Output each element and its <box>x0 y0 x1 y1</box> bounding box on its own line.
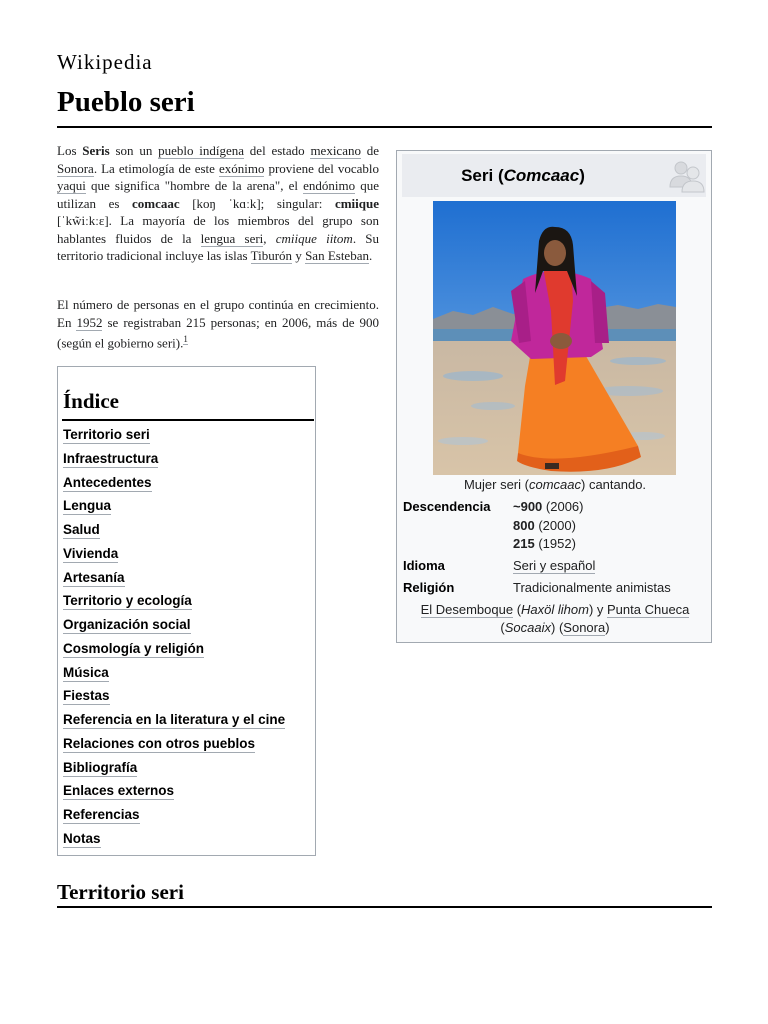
toc-item[interactable]: Bibliografía <box>63 759 138 775</box>
toc-item[interactable]: Organización social <box>63 617 191 632</box>
link-mexicano[interactable]: mexicano <box>310 143 361 158</box>
toc-item[interactable]: Cosmología y religión <box>63 640 205 656</box>
lead-paragraph: Los Seris son un pueblo indígena del estado mexicano de Sonora. La etimología de este exónimo proviene del vocablo yaqui que significa "hombre de la arena", el endónimo que utilizan es comcaac [koŋ ˈkɑːk]; singular: cmiique [ˈkw̃iːkːɛ]. La mayoría de los miembros del grupo son hablantes fluidos de la lengua seri, cmiique iitom. Su territorio tradicional incluye las islas Tiburón y San Esteban. <box>57 143 380 263</box>
infobox-header <box>402 154 706 197</box>
link-1952[interactable]: 1952 <box>76 314 103 330</box>
photo-caption: Mujer seri (comcaac) cantando. <box>463 477 647 492</box>
toc-title: Índice <box>63 389 120 413</box>
toc-item[interactable]: Territorio y ecología <box>63 593 192 609</box>
toc-item[interactable]: Vivienda <box>63 545 119 561</box>
toc-item[interactable]: Referencia en la literatura y el cine <box>63 712 286 727</box>
link-lengua-seri[interactable]: lengua seri <box>200 230 264 246</box>
idioma-label: Idioma <box>403 558 445 573</box>
toc-item[interactable]: Referencias <box>63 807 140 822</box>
link-exonimo[interactable]: exónimo <box>218 160 265 176</box>
descendencia-1952: 215 (1952) <box>513 536 576 551</box>
toc-item[interactable]: Salud <box>63 522 100 537</box>
link-yaqui[interactable]: yaqui <box>57 178 86 193</box>
toc-item[interactable]: Música <box>63 664 109 680</box>
descendencia-label: Descendencia <box>403 499 491 514</box>
page-title: Pueblo seri <box>57 86 195 118</box>
religion-value: Tradicionalmente animistas <box>513 580 671 595</box>
term-comcaac: comcaac <box>132 195 180 211</box>
toc-item[interactable]: Antecedentes <box>63 474 152 490</box>
toc-item[interactable]: Artesanía <box>63 569 125 585</box>
toc-divider <box>62 419 314 421</box>
term-cmiique-iitom: cmiique iitom <box>275 230 353 246</box>
link-el-desemboque[interactable]: El Desemboque <box>420 602 514 617</box>
toc-item[interactable]: Enlaces externos <box>63 783 175 799</box>
infobox <box>396 150 712 643</box>
toc-item[interactable]: Fiestas <box>63 688 110 704</box>
link-pueblo-indigena[interactable]: pueblo indígena <box>158 143 245 158</box>
infobox-footer-line2: (Socaaix) (Sonora) <box>500 620 610 635</box>
title-divider <box>57 126 712 128</box>
population-paragraph: El número de personas en el grupo continúa en crecimiento. En 1952 se registraban 215 personas; en 2006, más de 900 (según el gobierno seri).$^1$ <box>57 297 379 351</box>
link-tiburon[interactable]: Tiburón <box>250 248 293 263</box>
people-icon <box>666 157 706 195</box>
descendencia-2006: ~900 (2006) <box>513 499 584 514</box>
term-seris: Seris <box>82 143 110 158</box>
reference-link[interactable]: 1 <box>183 334 188 344</box>
infobox-footer-line1: El Desemboque (Haxöl lihom) y Punta Chueca <box>420 602 690 617</box>
idioma-value <box>513 558 595 573</box>
section-heading: Territorio seri <box>57 880 184 904</box>
link-endonimo[interactable]: endónimo <box>303 178 356 193</box>
toc-item[interactable]: Infraestructura <box>63 450 159 466</box>
link-punta-chueca[interactable]: Punta Chueca <box>607 602 690 617</box>
section-divider <box>57 906 712 908</box>
infobox-title: Seri (Comcaac) <box>461 166 585 185</box>
table-of-contents <box>57 366 316 856</box>
toc-item[interactable]: Lengua <box>63 498 112 514</box>
toc-item[interactable]: Notas <box>63 830 101 846</box>
link-sonora-infobox[interactable]: Sonora <box>563 620 606 635</box>
link-sonora[interactable]: Sonora <box>57 160 94 176</box>
religion-label: Religión <box>403 580 455 595</box>
toc-list <box>63 427 285 855</box>
toc-item[interactable]: Territorio seri <box>63 427 150 442</box>
toc-item[interactable]: Relaciones con otros pueblos <box>63 735 256 751</box>
seri-woman-photo[interactable] <box>433 201 676 475</box>
link-san-esteban[interactable]: San Esteban <box>305 248 369 263</box>
term-cmiique: cmiique <box>334 195 379 211</box>
link-seri-y-espanol[interactable]: Seri y español <box>513 558 596 573</box>
descendencia-2000: 800 (2000) <box>513 518 576 533</box>
wikipedia-wordmark[interactable]: Wikipedia <box>57 50 153 74</box>
